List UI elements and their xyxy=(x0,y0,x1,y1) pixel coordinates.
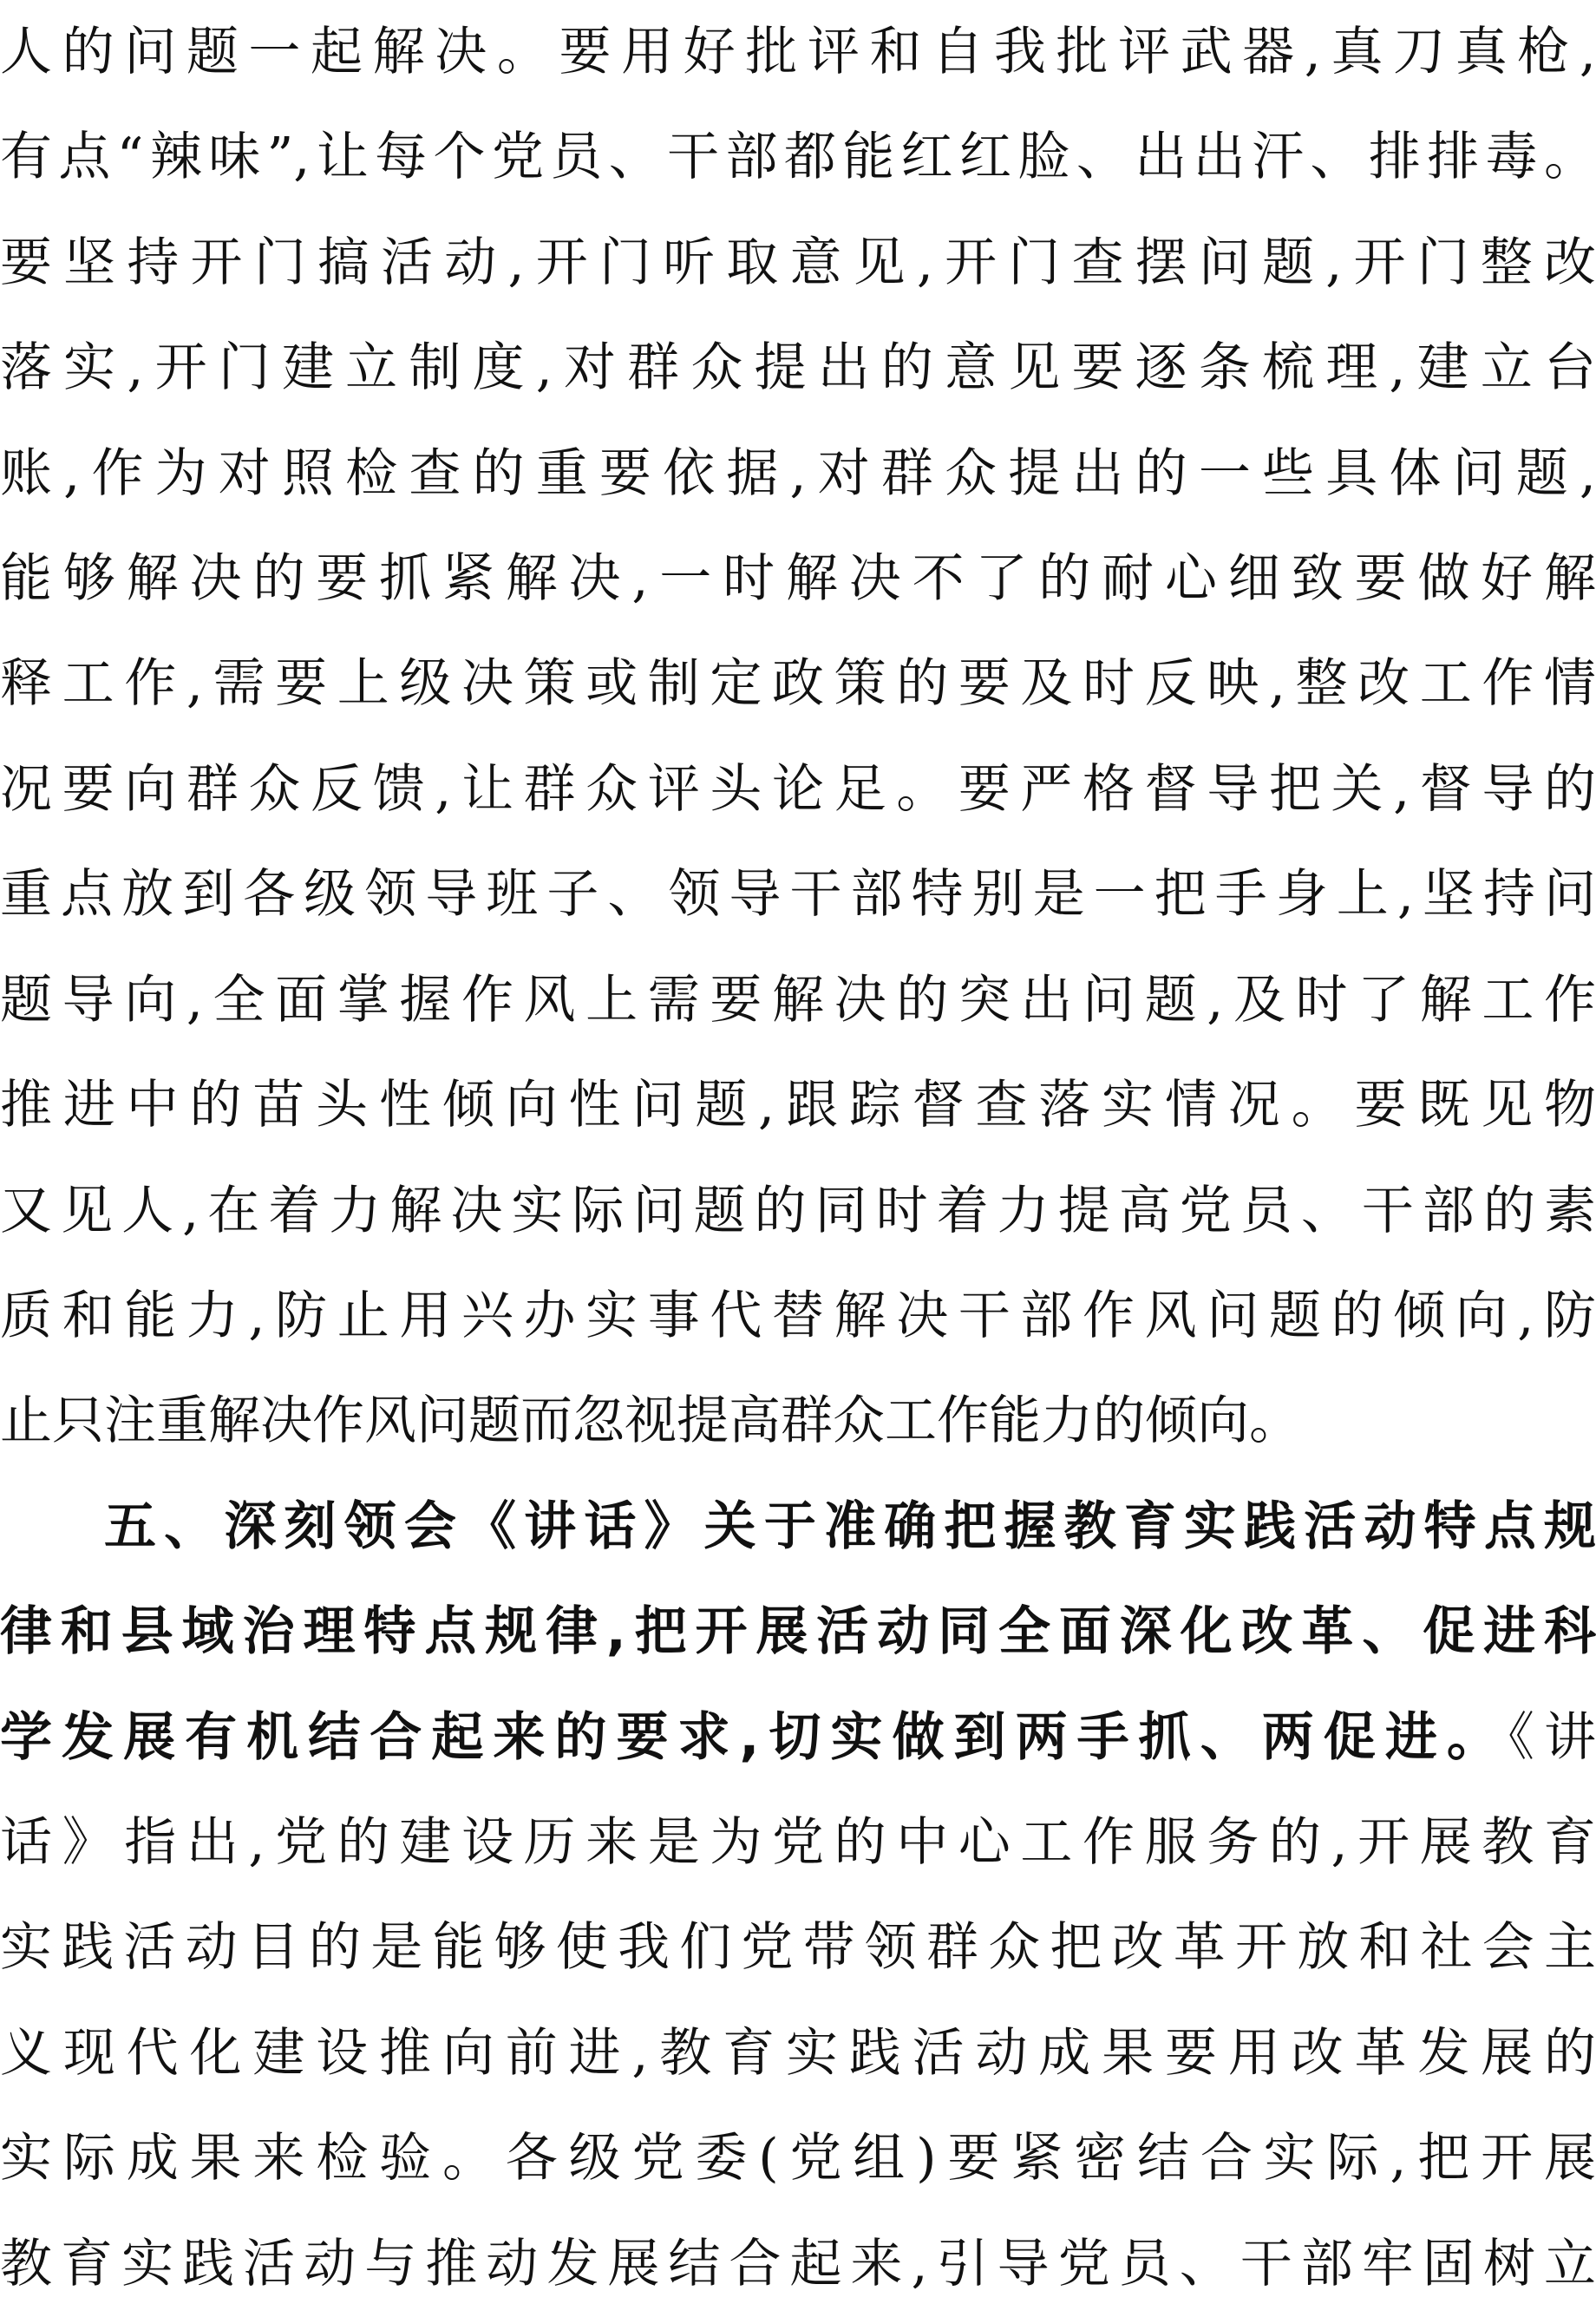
text-line-19: 实践活动目的是能够使我们党带领群众把改革开放和社会主 xyxy=(0,1917,1596,1978)
text-line-9: 重点放到各级领导班子、领导干部特别是一把手身上,坚持问 xyxy=(0,864,1596,925)
text-line-3: 要坚持开门搞活动,开门听取意见,开门查摆问题,开门整改 xyxy=(0,232,1596,293)
text-line-21: 实际成果来检验。各级党委(党组)要紧密结合实际,把开展 xyxy=(0,2128,1596,2189)
section-heading-line-2: 律和县域治理特点规律,把开展活动同全面深化改革、促进科 xyxy=(0,1601,1596,1662)
text-line-8: 况要向群众反馈,让群众评头论足。要严格督导把关,督导的 xyxy=(0,759,1596,820)
text-line-20: 义现代化建设推向前进,教育实践活动成果要用改革发展的 xyxy=(0,2023,1596,2084)
section-heading-tail: 学发展有机结合起来的要求,切实做到两手抓、两促进。 xyxy=(0,1707,1508,1768)
text-line-4: 落实,开门建立制度,对群众提出的意见要逐条梳理,建立台 xyxy=(0,337,1596,398)
section-body-start: 《讲 xyxy=(1508,1707,1596,1768)
text-line-6: 能够解决的要抓紧解决,一时解决不了的耐心细致要做好解 xyxy=(0,548,1596,609)
text-line-18: 话》指出,党的建设历来是为党的中心工作服务的,开展教育 xyxy=(0,1812,1596,1873)
text-line-12: 又见人,在着力解决实际问题的同时着力提高党员、干部的素 xyxy=(0,1181,1596,1241)
text-line-14: 止只注重解决作风问题而忽视提高群众工作能力的倾向。 xyxy=(0,1391,1301,1451)
section-heading-line-3 xyxy=(0,1685,1596,1790)
text-line-22: 教育实践活动与推动发展结合起来,引导党员、干部牢固树立 xyxy=(0,2234,1596,2294)
text-line-7: 释工作,需要上级决策或制定政策的要及时反映,整改工作情 xyxy=(0,653,1596,714)
text-line-13: 质和能力,防止用兴办实事代替解决干部作风问题的倾向,防 xyxy=(0,1286,1596,1346)
text-line-5: 账,作为对照检查的重要依据,对群众提出的一些具体问题, xyxy=(0,443,1596,504)
text-line-1: 人的问题一起解决。要用好批评和自我批评武器,真刀真枪, xyxy=(0,22,1596,82)
text-line-2: 有点“辣味”,让每个党员、干部都能红红脸、出出汗、排排毒。 xyxy=(0,127,1596,187)
text-line-10: 题导向,全面掌握作风上需要解决的突出问题,及时了解工作 xyxy=(0,970,1596,1031)
section-heading-line-1: 五、深刻领会《讲话》关于准确把握教育实践活动特点规 xyxy=(104,1496,1596,1557)
text-line-11: 推进中的苗头性倾向性问题,跟踪督查落实情况。要既见物 xyxy=(0,1075,1596,1136)
